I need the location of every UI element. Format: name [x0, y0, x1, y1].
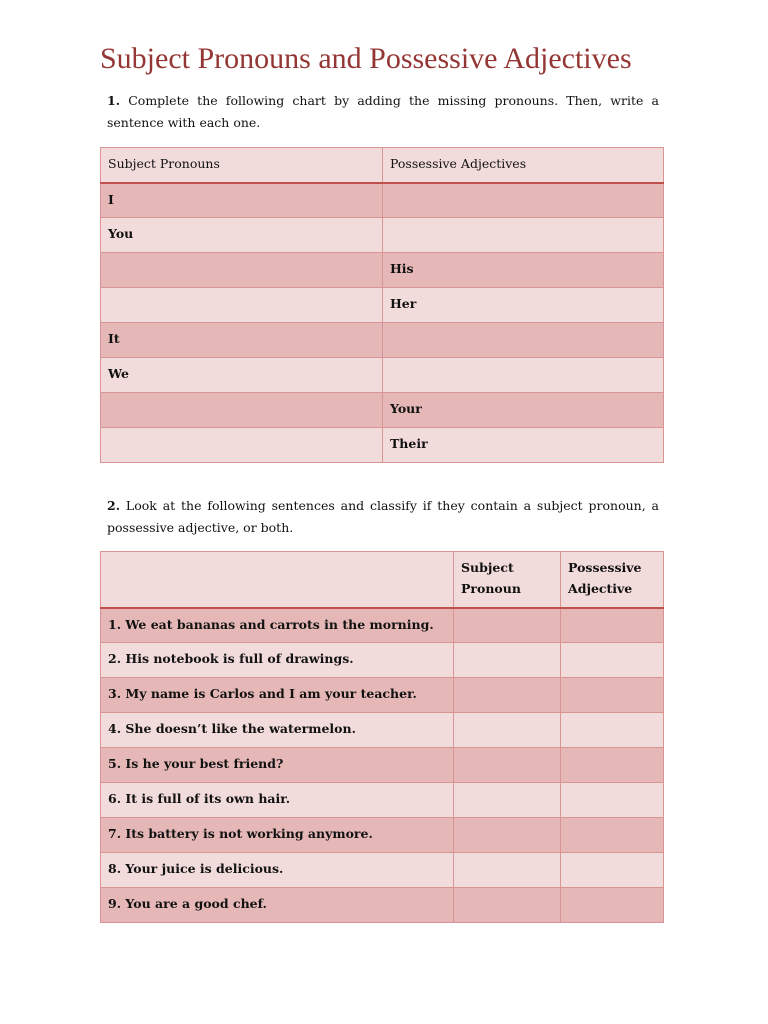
sentence-cell: 5. Is he your best friend? — [101, 748, 454, 783]
header-possessive-adjectives: Possessive Adjectives — [383, 148, 664, 183]
possessive-adjective-cell[interactable] — [383, 183, 664, 218]
possessive-adjective-answer-cell[interactable] — [561, 783, 664, 818]
sentence-cell: 9. You are a good chef. — [101, 888, 454, 923]
exercise-2-instruction — [107, 495, 659, 539]
table-row — [101, 218, 664, 253]
pronoun-chart — [100, 147, 664, 463]
possessive-adjective-answer-cell[interactable] — [561, 853, 664, 888]
table-row — [101, 783, 664, 818]
exercise-2-number: 2. — [107, 498, 121, 513]
table-row — [101, 818, 664, 853]
possessive-adjective-cell[interactable]: Your — [383, 393, 664, 428]
header-possessive-adjective: Possessive Adjective — [561, 552, 664, 608]
header-sentence — [101, 552, 454, 608]
possessive-adjective-cell[interactable] — [383, 358, 664, 393]
sentence-cell: 8. Your juice is delicious. — [101, 853, 454, 888]
subject-pronoun-answer-cell[interactable] — [454, 608, 561, 643]
possessive-adjective-cell[interactable]: His — [383, 253, 664, 288]
possessive-adjective-answer-cell[interactable] — [561, 678, 664, 713]
subject-pronoun-cell[interactable] — [101, 428, 383, 463]
sentence-cell: 1. We eat bananas and carrots in the morning. — [101, 608, 454, 643]
subject-pronoun-answer-cell[interactable] — [454, 678, 561, 713]
page-title: Subject Pronouns and Possessive Adjectives — [100, 42, 632, 75]
pronoun-chart-header-row — [101, 148, 664, 183]
table-row — [101, 428, 664, 463]
subject-pronoun-answer-cell[interactable] — [454, 853, 561, 888]
possessive-adjective-answer-cell[interactable] — [561, 643, 664, 678]
sentence-cell: 4. She doesn’t like the watermelon. — [101, 713, 454, 748]
table-row — [101, 713, 664, 748]
table-row — [101, 678, 664, 713]
possessive-adjective-cell[interactable] — [383, 323, 664, 358]
sentence-cell: 3. My name is Carlos and I am your teacher. — [101, 678, 454, 713]
subject-pronoun-answer-cell[interactable] — [454, 888, 561, 923]
table-row — [101, 358, 664, 393]
exercise-2-text: Look at the following sentences and classify if they contain a subject pronoun, a possessive adjective, or both. — [107, 498, 659, 535]
header-subject-pronoun: Subject Pronoun — [454, 552, 561, 608]
exercise-1-instruction — [107, 90, 659, 134]
subject-pronoun-answer-cell[interactable] — [454, 643, 561, 678]
table-row — [101, 183, 664, 218]
table-row — [101, 853, 664, 888]
possessive-adjective-answer-cell[interactable] — [561, 748, 664, 783]
table-row — [101, 288, 664, 323]
sentence-cell: 2. His notebook is full of drawings. — [101, 643, 454, 678]
classification-table — [100, 551, 664, 923]
subject-pronoun-cell[interactable]: I — [101, 183, 383, 218]
table-row — [101, 253, 664, 288]
subject-pronoun-cell[interactable] — [101, 253, 383, 288]
possessive-adjective-answer-cell[interactable] — [561, 888, 664, 923]
sentence-cell: 6. It is full of its own hair. — [101, 783, 454, 818]
possessive-adjective-cell[interactable]: Her — [383, 288, 664, 323]
possessive-adjective-answer-cell[interactable] — [561, 818, 664, 853]
table-row — [101, 748, 664, 783]
subject-pronoun-cell[interactable] — [101, 288, 383, 323]
classification-header-row — [101, 552, 664, 608]
subject-pronoun-cell[interactable]: You — [101, 218, 383, 253]
header-subject-pronouns: Subject Pronouns — [101, 148, 383, 183]
subject-pronoun-cell[interactable]: It — [101, 323, 383, 358]
subject-pronoun-cell[interactable] — [101, 393, 383, 428]
possessive-adjective-answer-cell[interactable] — [561, 608, 664, 643]
table-row — [101, 323, 664, 358]
table-row — [101, 888, 664, 923]
subject-pronoun-cell[interactable]: We — [101, 358, 383, 393]
subject-pronoun-answer-cell[interactable] — [454, 818, 561, 853]
exercise-1-number: 1. — [107, 93, 121, 108]
exercise-1-text: Complete the following chart by adding the missing pronouns. Then, write a sentence with each one. — [107, 93, 659, 130]
possessive-adjective-cell[interactable]: Their — [383, 428, 664, 463]
table-row — [101, 608, 664, 643]
table-row — [101, 643, 664, 678]
sentence-cell: 7. Its battery is not working anymore. — [101, 818, 454, 853]
subject-pronoun-answer-cell[interactable] — [454, 748, 561, 783]
subject-pronoun-answer-cell[interactable] — [454, 783, 561, 818]
possessive-adjective-cell[interactable] — [383, 218, 664, 253]
subject-pronoun-answer-cell[interactable] — [454, 713, 561, 748]
table-row — [101, 393, 664, 428]
possessive-adjective-answer-cell[interactable] — [561, 713, 664, 748]
